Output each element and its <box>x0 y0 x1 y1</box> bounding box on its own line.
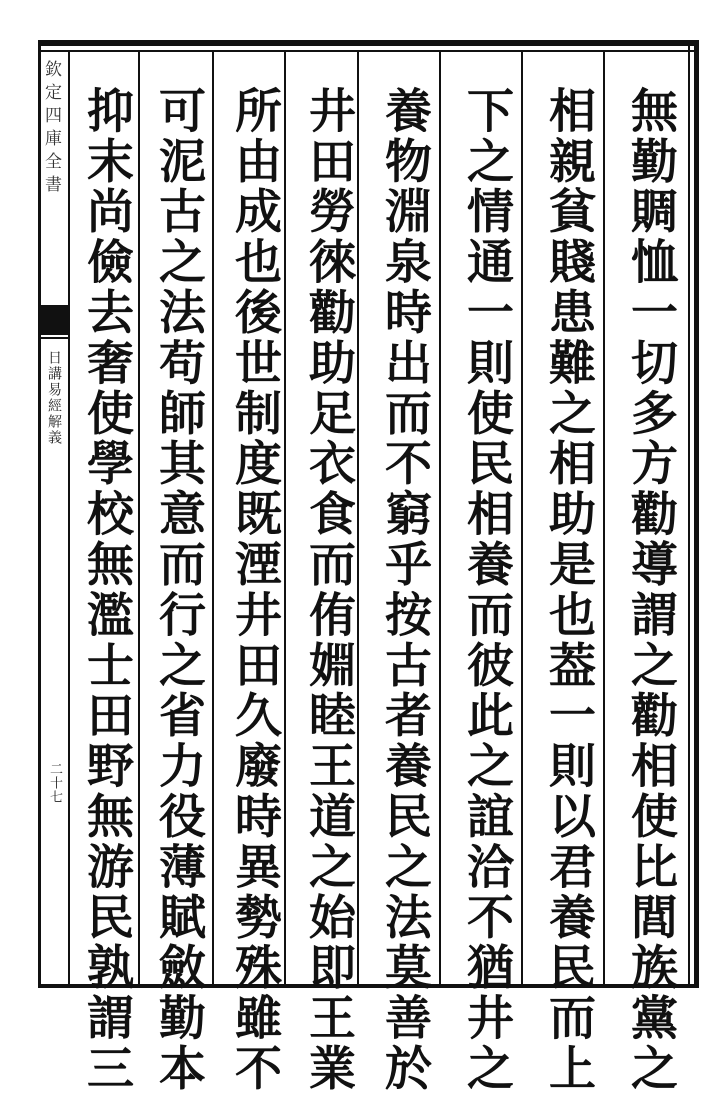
text-column-4 <box>368 56 440 1094</box>
column-text: 井田勞徠勸助足衣食而侑婣睦王道之始即王業 <box>301 86 356 1094</box>
column-text: 所由成也後世制度既湮井田久廢時異勢殊雖不 <box>227 86 282 1094</box>
text-column-1 <box>614 56 686 1094</box>
column-text: 抑末尚儉去奢使學校無濫士田野無游民孰謂三 <box>79 86 134 1094</box>
text-column-6 <box>218 56 290 1094</box>
text-column-7 <box>142 56 214 1094</box>
margin-section-title: 日講易經解義 <box>46 350 62 446</box>
text-column-5 <box>292 56 364 1094</box>
page-number: 二十七 <box>47 762 62 804</box>
fish-tail-line <box>40 337 68 339</box>
column-text: 下之情通一則使民相養而彼此之誼洽不猶井之 <box>459 86 514 1094</box>
column-text: 無勤賙恤一切多方勸導謂之勸相使比閭族黨之 <box>623 86 678 1094</box>
column-text: 可泥古之法苟師其意而行之省力役薄賦斂勤本 <box>151 86 206 1094</box>
column-text: 養物淵泉時出而不窮乎按古者養民之法莫善於 <box>377 86 432 1094</box>
column-text: 相親貧賤患難之相助是也葢一則以君養民而上 <box>541 86 596 1094</box>
frame-right-inner-border <box>688 46 690 986</box>
margin-book-title: 欽定四庫全書 <box>41 60 61 198</box>
text-column-3 <box>450 56 522 1094</box>
frame-right-border <box>694 40 699 988</box>
frame-top-border <box>38 40 698 46</box>
fish-tail-mark <box>40 305 68 335</box>
text-column-2 <box>532 56 604 1094</box>
frame-top-inner-border <box>38 50 698 52</box>
text-column-8 <box>70 56 142 1094</box>
